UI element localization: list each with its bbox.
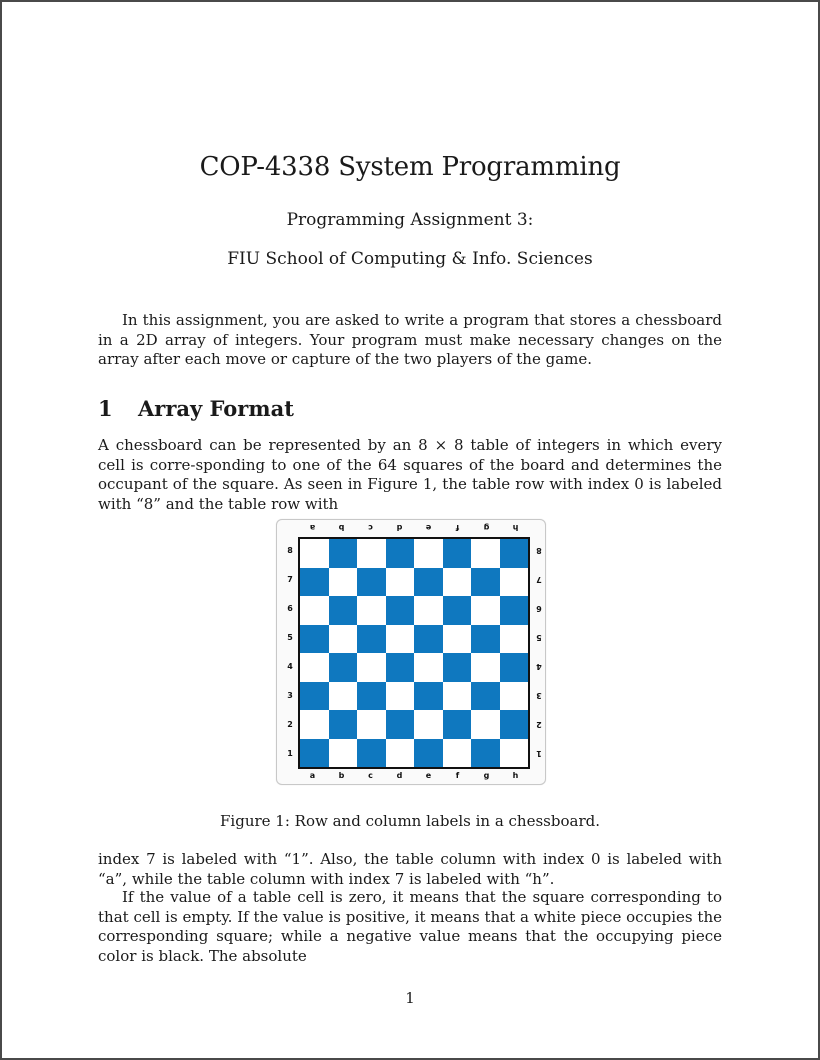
page-number: 1	[405, 989, 415, 1007]
square-e6	[414, 596, 443, 625]
square-f7	[443, 568, 472, 597]
file-label-top: b	[338, 523, 345, 532]
square-c2	[357, 710, 386, 739]
square-c8	[357, 539, 386, 568]
square-g2	[471, 710, 500, 739]
square-d5	[386, 625, 415, 654]
square-f2	[443, 710, 472, 739]
square-g8	[471, 539, 500, 568]
square-e4	[414, 653, 443, 682]
school-subtitle: FIU School of Computing & Info. Sciences	[227, 249, 593, 269]
rank-label-right: 7	[536, 575, 542, 584]
square-a2	[300, 710, 329, 739]
document-title: COP-4338 System Programming	[199, 152, 621, 182]
rank-label-right: 3	[536, 691, 542, 700]
rank-label-left: 7	[287, 575, 293, 584]
square-d6	[386, 596, 415, 625]
square-d7	[386, 568, 415, 597]
square-f3	[443, 682, 472, 711]
chessboard-grid	[298, 537, 530, 769]
square-f5	[443, 625, 472, 654]
rank-label-right: 2	[536, 720, 542, 729]
square-b4	[329, 653, 358, 682]
rank-label-left: 1	[287, 749, 293, 758]
square-c5	[357, 625, 386, 654]
rank-label-left: 8	[287, 546, 293, 555]
square-b3	[329, 682, 358, 711]
file-label-bottom: d	[396, 771, 403, 780]
square-h1	[500, 739, 529, 768]
square-a1	[300, 739, 329, 768]
square-h8	[500, 539, 529, 568]
assignment-subtitle: Programming Assignment 3:	[286, 210, 534, 230]
rank-label-right: 1	[536, 749, 542, 758]
square-b5	[329, 625, 358, 654]
square-f8	[443, 539, 472, 568]
rank-label-right: 6	[536, 604, 542, 613]
rank-label-right: 4	[536, 662, 542, 671]
square-e7	[414, 568, 443, 597]
square-c6	[357, 596, 386, 625]
square-g5	[471, 625, 500, 654]
square-h6	[500, 596, 529, 625]
square-g6	[471, 596, 500, 625]
square-h4	[500, 653, 529, 682]
rank-label-left: 6	[287, 604, 293, 613]
square-c7	[357, 568, 386, 597]
file-label-bottom: h	[512, 771, 519, 780]
rank-label-right: 5	[536, 633, 542, 642]
square-e2	[414, 710, 443, 739]
square-f6	[443, 596, 472, 625]
square-c1	[357, 739, 386, 768]
square-b7	[329, 568, 358, 597]
figure-caption: Figure 1: Row and column labels in a chessboard.	[220, 812, 600, 830]
square-b8	[329, 539, 358, 568]
square-e8	[414, 539, 443, 568]
square-a3	[300, 682, 329, 711]
square-a7	[300, 568, 329, 597]
rank-label-left: 2	[287, 720, 293, 729]
intro-paragraph: In this assignment, you are asked to write a program that stores a chessboard in a 2D array of integers. Your program must make necessary changes on the array after each move or capture of the two players of the game.	[98, 311, 722, 368]
square-d1	[386, 739, 415, 768]
file-label-top: a	[309, 523, 316, 532]
file-label-top: f	[455, 523, 460, 532]
continuation-paragraph: index 7 is labeled with “1”. Also, the table column with index 0 is labeled with “a”, while the table column with index 7 is labeled with “h”.	[98, 850, 722, 888]
section-number: 1	[98, 396, 113, 421]
square-h3	[500, 682, 529, 711]
chessboard-figure	[276, 519, 546, 785]
rank-label-right: 8	[536, 546, 542, 555]
square-a8	[300, 539, 329, 568]
file-label-top: d	[396, 523, 403, 532]
square-g3	[471, 682, 500, 711]
square-g7	[471, 568, 500, 597]
square-c3	[357, 682, 386, 711]
square-g1	[471, 739, 500, 768]
square-d4	[386, 653, 415, 682]
file-label-bottom: b	[338, 771, 345, 780]
square-e3	[414, 682, 443, 711]
file-label-bottom: g	[483, 771, 490, 780]
square-f1	[443, 739, 472, 768]
file-label-top: c	[368, 523, 373, 532]
square-f4	[443, 653, 472, 682]
square-b2	[329, 710, 358, 739]
square-b1	[329, 739, 358, 768]
square-a4	[300, 653, 329, 682]
file-label-top: h	[512, 523, 519, 532]
rank-label-left: 3	[287, 691, 293, 700]
file-label-bottom: c	[368, 771, 373, 780]
rank-label-left: 4	[287, 662, 293, 671]
square-c4	[357, 653, 386, 682]
file-label-bottom: f	[455, 771, 460, 780]
square-h2	[500, 710, 529, 739]
file-label-bottom: a	[309, 771, 316, 780]
section-heading	[98, 396, 294, 421]
array-format-paragraph: A chessboard can be represented by an 8 × 8 table of integers in which every cell is corre-sponding to one of the 64 squares of the board and determines the occupant of the square. As seen in Figure 1, the table row with index 0 is labeled with “8” and the table row with	[98, 436, 722, 513]
rank-label-left: 5	[287, 633, 293, 642]
square-a6	[300, 596, 329, 625]
square-a5	[300, 625, 329, 654]
square-e5	[414, 625, 443, 654]
file-label-top: g	[483, 523, 490, 532]
section-title-text: Array Format	[138, 396, 294, 421]
file-label-top: e	[425, 523, 432, 532]
square-d2	[386, 710, 415, 739]
file-label-bottom: e	[425, 771, 432, 780]
square-e1	[414, 739, 443, 768]
cell-value-paragraph: If the value of a table cell is zero, it means that the square corresponding to that cell is empty. If the value is positive, it means that a white piece occupies the corresponding square; while a negative value means that the occupying piece color is black. The absolute	[98, 888, 722, 965]
square-d3	[386, 682, 415, 711]
square-g4	[471, 653, 500, 682]
square-h5	[500, 625, 529, 654]
square-d8	[386, 539, 415, 568]
square-b6	[329, 596, 358, 625]
square-h7	[500, 568, 529, 597]
